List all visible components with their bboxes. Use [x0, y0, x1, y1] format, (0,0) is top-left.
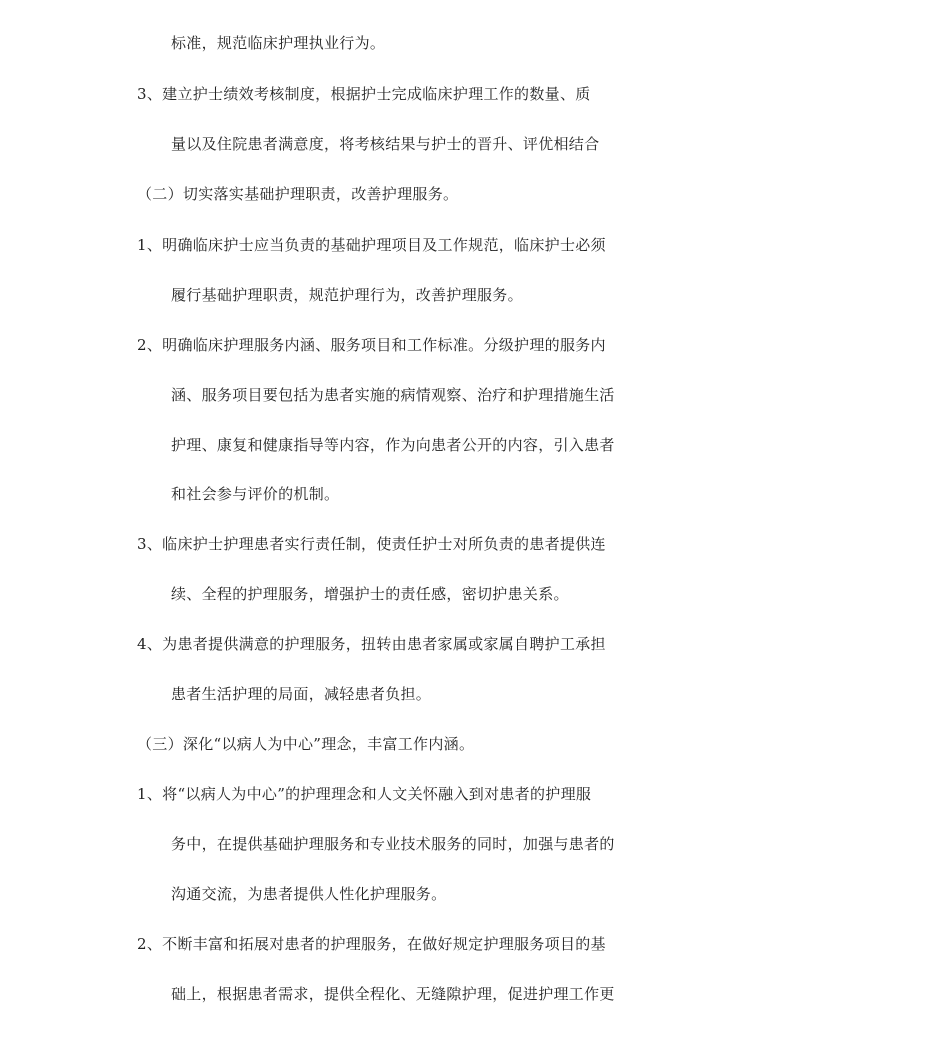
text-line: 患者生活护理的局面，减轻患者负担。 [171, 685, 432, 703]
text-line: 标准，规范临床护理执业行为。 [171, 34, 386, 52]
list-item-heading: 2、不断丰富和拓展对患者的护理服务，在做好规定护理服务项目的基 [137, 935, 606, 953]
text-line: 沟通交流，为患者提供人性化护理服务。 [171, 885, 447, 903]
section-heading: （二）切实落实基础护理职责，改善护理服务。 [137, 185, 459, 203]
list-item-heading: 2、明确临床护理服务内涵、服务项目和工作标准。分级护理的服务内 [137, 336, 606, 354]
list-item-heading: 3、建立护士绩效考核制度，根据护士完成临床护理工作的数量、质 [137, 85, 591, 103]
text-line: 续、全程的护理服务，增强护士的责任感，密切护患关系。 [171, 585, 569, 603]
text-line: 量以及住院患者满意度，将考核结果与护士的晋升、评优相结合 [171, 135, 600, 153]
text-line: 务中，在提供基础护理服务和专业技术服务的同时，加强与患者的 [171, 835, 615, 853]
section-heading: （三）深化“以病人为中心”理念，丰富工作内涵。 [137, 735, 475, 753]
text-line: 护理、康复和健康指导等内容，作为向患者公开的内容，引入患者 [171, 436, 615, 454]
text-line: 涵、服务项目要包括为患者实施的病情观察、治疗和护理措施生活 [171, 386, 615, 404]
list-item-heading: 4、为患者提供满意的护理服务，扭转由患者家属或家属自聘护工承担 [137, 635, 606, 653]
list-item-heading: 3、临床护士护理患者实行责任制，使责任护士对所负责的患者提供连 [137, 535, 606, 553]
text-line: 础上，根据患者需求，提供全程化、无缝隙护理，促进护理工作更 [171, 985, 615, 1003]
text-line: 履行基础护理职责，规范护理行为，改善护理服务。 [171, 286, 523, 304]
text-line: 和社会参与评价的机制。 [171, 485, 340, 503]
list-item-heading: 1、将“以病人为中心”的护理理念和人文关怀融入到对患者的护理服 [137, 785, 592, 803]
list-item-heading: 1、明确临床护士应当负责的基础护理项目及工作规范，临床护士必须 [137, 236, 606, 254]
